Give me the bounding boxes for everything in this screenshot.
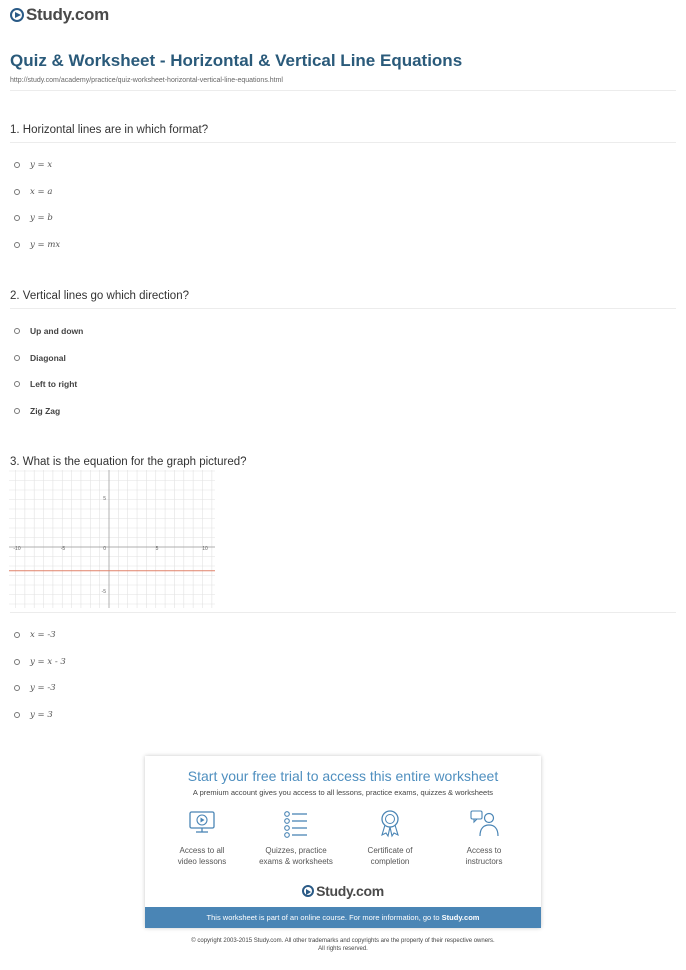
- x-tick-label: 5: [155, 546, 159, 552]
- copyright-line: © copyright 2003-2015 Study.com. All other trademarks and copyrights are the property of their respective owners.: [191, 938, 495, 944]
- promo-headline[interactable]: Start your free trial to access this entire worksheet: [187, 768, 499, 784]
- page-url: http://study.com/academy/practice/quiz-worksheet-horizontal-vertical-line-equations.html: [10, 77, 283, 84]
- logo-text: Study.com: [316, 883, 384, 899]
- answer-option[interactable]: [14, 398, 314, 425]
- promo-info-bar: [145, 907, 541, 928]
- logo-text: Study.com: [26, 5, 109, 24]
- divider: [10, 142, 676, 143]
- feature-quizzes: [249, 808, 343, 867]
- option-label: y = mx: [30, 239, 61, 250]
- radio-button[interactable]: [14, 355, 20, 361]
- option-label: x = -3: [30, 630, 56, 641]
- answer-option[interactable]: [14, 318, 314, 345]
- option-label: x = a: [30, 186, 53, 197]
- option-label: Up and down: [30, 326, 84, 337]
- answer-option[interactable]: [14, 205, 314, 232]
- play-logo-icon: [302, 885, 314, 897]
- answer-option[interactable]: [14, 371, 314, 398]
- radio-button[interactable]: [14, 632, 20, 638]
- question-2-options: [14, 318, 314, 424]
- graph-grid: [9, 470, 215, 608]
- promo-subhead: A premium account gives you access to all lessons, practice exams, quizzes & worksheets: [192, 788, 494, 797]
- feature-label: Certificate of completion: [367, 846, 413, 866]
- x-tick-label: 10: [202, 546, 208, 552]
- radio-button[interactable]: [14, 242, 20, 248]
- feature-certificate: [343, 808, 437, 867]
- answer-option[interactable]: [14, 179, 314, 206]
- question-3: 3. What is the equation for the graph pictured?: [10, 456, 247, 468]
- rights-line: All rights reserved.: [318, 946, 368, 952]
- option-label: y = b: [30, 213, 53, 224]
- promo-features: [155, 808, 531, 867]
- divider: [10, 612, 676, 613]
- divider: [10, 90, 676, 91]
- radio-button[interactable]: [14, 162, 20, 168]
- feature-video-lessons: [155, 808, 249, 867]
- radio-button[interactable]: [14, 328, 20, 334]
- promo-study-logo[interactable]: [145, 883, 541, 899]
- option-label: y = x: [30, 160, 53, 171]
- radio-button[interactable]: [14, 408, 20, 414]
- answer-option[interactable]: [14, 152, 314, 179]
- question-1: 1. Horizontal lines are in which format?: [10, 124, 209, 136]
- x-tick-label: -5: [60, 546, 66, 552]
- instructors-icon: [469, 808, 499, 838]
- option-label: Diagonal: [30, 352, 66, 363]
- answer-option[interactable]: [14, 622, 314, 649]
- feature-label: Access to all video lessons: [177, 846, 227, 866]
- question-1-options: [14, 152, 314, 258]
- option-label: Left to right: [30, 379, 78, 390]
- feature-instructors: [437, 808, 531, 867]
- x-tick-label: -10: [13, 546, 21, 552]
- feature-label: Quizzes, practice exams & worksheets: [259, 846, 333, 866]
- copyright-footer: [0, 937, 686, 953]
- study-logo[interactable]: [10, 5, 109, 25]
- feature-label: Access to instructors: [465, 846, 503, 866]
- radio-button[interactable]: [14, 215, 20, 221]
- y-tick-label: 5: [103, 496, 106, 502]
- answer-option[interactable]: [14, 702, 314, 729]
- option-label: y = -3: [30, 683, 56, 694]
- option-label: y = x - 3: [30, 656, 66, 667]
- radio-button[interactable]: [14, 381, 20, 387]
- premium-promo-box: [145, 756, 541, 928]
- option-label: y = 3: [30, 709, 53, 720]
- promo-bar-text: This worksheet is part of an online course. For more information, go to: [206, 913, 440, 922]
- certificate-icon: [375, 808, 405, 838]
- play-logo-icon: [10, 8, 24, 22]
- line-graph: [9, 470, 215, 608]
- divider: [10, 308, 676, 309]
- question-3-options: [14, 622, 314, 728]
- radio-button[interactable]: [14, 685, 20, 691]
- video-icon: [187, 808, 217, 838]
- list-icon: [281, 808, 311, 838]
- study-link[interactable]: Study.com: [441, 913, 480, 922]
- answer-option[interactable]: [14, 649, 314, 676]
- x-tick-label: 0: [103, 546, 106, 552]
- y-tick-label: -5: [101, 589, 106, 595]
- answer-option[interactable]: [14, 345, 314, 372]
- radio-button[interactable]: [14, 659, 20, 665]
- page-title: Quiz & Worksheet - Horizontal & Vertical Line Equations: [10, 51, 463, 70]
- answer-option[interactable]: [14, 675, 314, 702]
- radio-button[interactable]: [14, 189, 20, 195]
- question-2: 2. Vertical lines go which direction?: [10, 290, 189, 302]
- radio-button[interactable]: [14, 712, 20, 718]
- option-label: Zig Zag: [30, 405, 61, 416]
- answer-option[interactable]: [14, 232, 314, 259]
